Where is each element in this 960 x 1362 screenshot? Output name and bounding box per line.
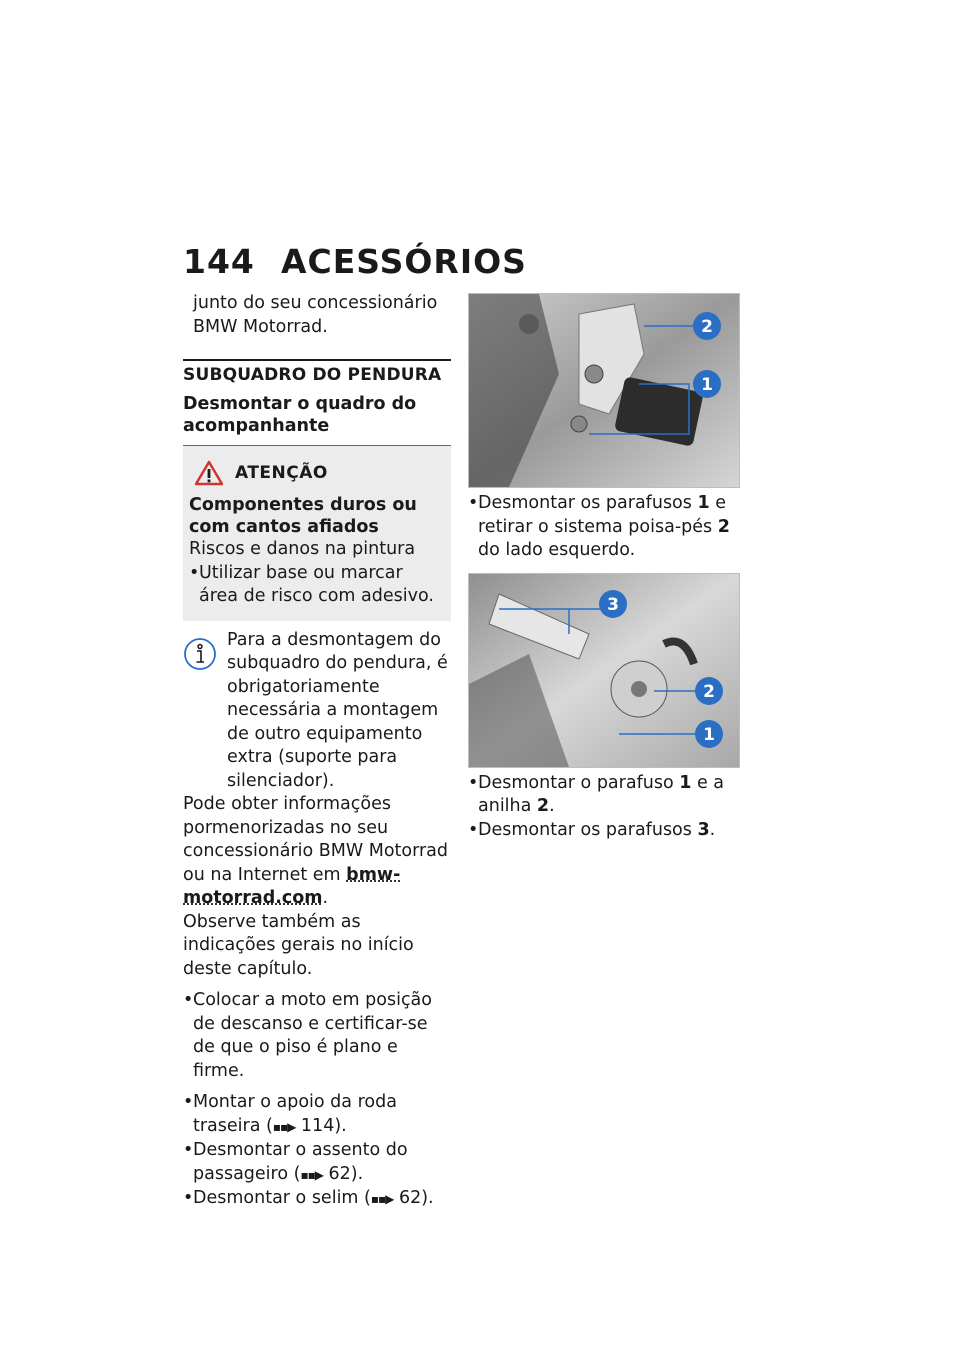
step-item: • Desmontar o selim (▪▪▶ 62). <box>183 1188 434 1208</box>
warning-text: Riscos e danos na pintura <box>189 539 416 559</box>
callout-1: 1 <box>703 724 715 745</box>
callout-3: 3 <box>607 594 619 615</box>
step-item: • Colocar a moto em posição de descanso e certificar-se de que o piso é plano e firme. <box>183 990 432 1081</box>
info-icon <box>183 637 217 671</box>
step-item: • Montar o apoio da roda traseira (▪▪▶ 114). <box>183 1092 397 1136</box>
info-text-1: Para a desmontagem do subquadro do pendura, é obrigatoriamente necessária a montagem de outro equipamento extra (suporte para silenciador). <box>227 629 448 791</box>
warning-subtitle: Componentes duros ou com cantos afiados <box>189 495 417 537</box>
warning-triangle-icon <box>195 460 223 486</box>
warning-bullet: • Utilizar base ou marcar área de risco com adesivo. <box>189 562 434 606</box>
callout-2: 2 <box>701 317 713 337</box>
arrow-ref-icon: ▪▪▶ <box>272 1119 296 1134</box>
arrow-ref-icon: ▪▪▶ <box>370 1192 394 1206</box>
callout-1: 1 <box>701 375 713 395</box>
warning-box <box>183 446 451 621</box>
arrow-ref-icon: ▪▪▶ <box>300 1167 323 1182</box>
left-column <box>183 292 451 1212</box>
page-header <box>183 242 527 281</box>
right-column <box>468 293 740 842</box>
figure-bracket <box>468 573 740 768</box>
intro-text: junto do seu concessionário BMW Motorrad. <box>193 293 438 337</box>
chapter-title: ACESSÓRIOS <box>281 242 527 281</box>
page-ref[interactable]: 62 <box>398 1188 422 1208</box>
callout-2: 2 <box>703 681 715 702</box>
page-ref[interactable]: 114 <box>300 1115 335 1136</box>
info-note <box>183 629 451 982</box>
section-title: SUBQUADRO DO PENDURA <box>183 359 451 385</box>
warning-title: ATENÇÃO <box>235 463 328 483</box>
page-number: 144 <box>183 242 255 281</box>
step-item: • Desmontar os parafusos 3. <box>468 819 716 840</box>
warning-header <box>189 460 443 486</box>
step-item: • Desmontar os parafusos 1 e retirar o sistema poisa-pés 2 do lado esquerdo. <box>468 493 730 560</box>
step-item: • Desmontar o assento do passageiro (▪▪▶ 62). <box>183 1140 408 1184</box>
bmw-link[interactable]: bmw-motorrad.com <box>183 864 401 908</box>
info-text-3: Observe também as indicações gerais no início deste capítulo. <box>183 911 414 979</box>
page-ref[interactable]: 62 <box>328 1163 351 1184</box>
figure-footrest <box>468 293 740 488</box>
info-text-2: Pode obter informações pormenorizadas no seu concessionário BMW Motorrad ou na Internet em bmw-motorrad.com. <box>183 794 449 908</box>
step-item: • Desmontar o parafuso 1 e a anilha 2. <box>468 772 725 816</box>
subsection-title: Desmontar o quadro do acompanhante <box>183 393 451 446</box>
